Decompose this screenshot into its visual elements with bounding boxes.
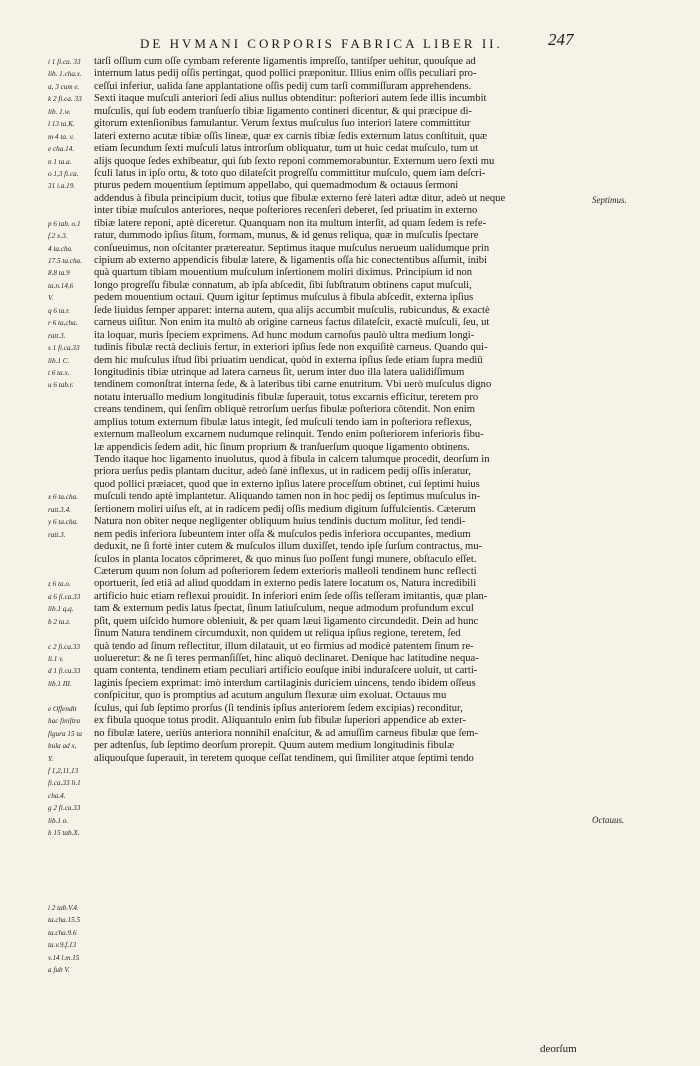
marginal-reference: a fub V.: [48, 965, 70, 974]
marginal-reference: li.1 v.: [48, 655, 64, 663]
text-line: pturus pedem mouentium ſeptimum appellabo, qui quemadmodum & octauus ſermoni: [94, 180, 459, 192]
text-line: gitorum extenſionibus famulantur. Verum ſextus muſculus ſuo interiori latere committitur: [94, 118, 471, 130]
marginal-reference: lib. 1.cha.x.: [48, 70, 82, 79]
marginal-reference: f.2 x.3.: [48, 232, 68, 241]
marginal-reference: ratt.3.: [48, 331, 66, 340]
text-line: deduxit, ne ſi fortè inter cutem & muſculos illum duxiſſet, tendo ipſe ſurſum contractus, mu-: [94, 541, 483, 553]
catchword: deorſum: [540, 1043, 577, 1055]
text-line: carneus uiſitur. Non enim ita multò ab origine carneus factus dilateſcit, exactè muſculi, ſeu, ut: [94, 317, 490, 329]
marginal-reference: i 2 tab.V.4.: [48, 903, 79, 912]
marginal-reference: [48, 442, 90, 454]
text-line: ita loquar, muris ſpeciem exprimens. Ad hunc modum carnoſus paulò ultra medium longi-: [94, 329, 475, 341]
text-line: læ appendicis ſedem adit, hic ſinum proprium & tranſuerſum quoque ligamento obtinens.: [94, 441, 470, 453]
text-line: dem hic muſculus iſtud ſibi priuatim uendicat, quòd in externa ipſius ſede etiam ſupra mediū: [94, 354, 483, 366]
text-line: pedem mouentium octaui. Quum igitur ſeptimus muſculus à fibula abſcedit, externa ipſius: [94, 292, 474, 304]
marginal-reference: [48, 554, 90, 566]
marginal-reference: lib.1 III.: [48, 679, 72, 688]
running-head: DE HVMANI CORPORIS FABRICA LIBER II.: [140, 36, 503, 51]
marginal-reference: p 6 tab. o.1: [48, 219, 81, 228]
left-marginalia: [48, 56, 90, 976]
marginal-reference: c 2 fi.ca.33: [48, 642, 80, 651]
marginal-reference: [48, 454, 90, 466]
marginal-reference: n 1 ta.a.: [48, 157, 72, 166]
marginal-reference: e cha.14.: [48, 145, 75, 154]
marginal-reference: [48, 889, 90, 901]
marginal-reference: hac finiſtra: [48, 717, 81, 726]
marginal-reference: [48, 429, 90, 441]
marginal-reference: g 2 fi.ca.33: [48, 804, 81, 813]
marginal-reference: [48, 541, 90, 553]
marginal-reference: l 13 ta.K.: [48, 120, 75, 129]
marginal-reference: [48, 205, 90, 217]
text-line: priora uerſus pedis plantam ducitur, adeò ſanè inflexus, ut in radicem pedij oſſis inſeratur,: [94, 466, 471, 478]
marginal-reference: s 1 fi.ca.33: [48, 344, 80, 353]
marginal-reference: V.: [48, 294, 54, 303]
text-line: nem pedis inferiora ſubeuntem inter oſſa & muſculos pedis inferiora occupantes, medium: [94, 528, 471, 540]
text-line: no fibulæ latere, ueriùs anteriora nonnihil enaſcitur, & ad amuſſim carneus fibulæ que ſem-: [94, 727, 479, 739]
text-line: longitudinis tibiæ utrinque ad latera carneus ſit, uerum inter duo illa latera ualidiſſimum: [94, 366, 465, 378]
text-line: quod pollici præiacet, quod que in externo ipſius latere proceſſum obtinet, cui ſeptimi huius: [94, 478, 480, 490]
text-line: muſculis, qui ſub eodem tranſuerſo tibiæ ligamento contineri dicentur, & qui præcipue di-: [94, 105, 472, 117]
marginal-reference: [48, 404, 90, 416]
text-line: conſpicitur, quo is promptius ad acutum angulum flexuræ uim exoluat. Octauus mu: [94, 690, 447, 702]
marginal-reference: q 6 ta.r.: [48, 306, 70, 315]
marginal-reference: [48, 852, 90, 864]
marginal-reference: h 15 tab.X.: [48, 829, 80, 838]
marginal-reference: [48, 840, 90, 852]
marginal-reference: z 6 ta.o.: [48, 580, 71, 589]
marginal-reference: 8.8 ta.9: [48, 269, 70, 278]
text-line: tam & externum pedis latus ſpectat, ſinum latiuſculum, neque admodum profundum excul: [94, 603, 474, 615]
text-line: Natura non obiter neque negligenter obliquum huius tendinis ductum molitur, ſed tendi-: [94, 516, 466, 528]
text-line: ſculos in planta locatos cōprimeret, & quo minus ſuo poſſent fungi munere, obſtaculo eſſet.: [94, 553, 477, 565]
marginal-reference: [48, 566, 90, 578]
marginal-reference: [48, 877, 90, 889]
text-line: oportuerit, ſed etiā ad aliud quoddam in externo pedis latere locatum os, Natura incredibili: [94, 578, 477, 590]
text-line: externum malleolum excarnem nudumque relinquit. Tendo enim poſteriorem inferioris fibu-: [94, 429, 484, 441]
text-line: notatu interuallo medium longitudinis fibulæ ſuperauit, totus excarnis efficitur, teretem pro: [94, 391, 479, 403]
marginal-reference: [48, 193, 90, 205]
marginal-reference: lib.1 q,q.: [48, 605, 74, 614]
marginal-reference: x 6 ta.cha.: [48, 493, 78, 502]
marginal-reference: [48, 479, 90, 491]
text-line: tarſi oſſium cum oſſe cymbam referente ligamentis impreſſo, tantiſper uehitur, quouſque ad: [94, 56, 476, 67]
text-line: Cæterum quum non ſolum ad poſteriorem ſedem exterioris malleoli tendinem hunc reflecti: [94, 565, 477, 577]
marginal-reference: u 6 tab.r.: [48, 381, 74, 390]
marginal-reference: figura 15 ta: [48, 729, 82, 738]
text-line: ſede liuidus ſemper apparet: interna autem, qua alijs accumbit muſculis, rubicundus, & exactè: [94, 304, 490, 316]
text-line: inter tibiæ muſculos anteriores, neque poſteriores recenſeri deberet, ſed priuatim in externo: [94, 205, 478, 217]
right-marginal-note-septimus: Septimus.: [592, 195, 627, 205]
marginal-reference: a 6 fi.ca.33: [48, 592, 81, 601]
marginal-reference: [48, 690, 90, 702]
text-line: quà tendo ad ſinum reflectitur, illum dilatauit, ut eo firmius ad modicè patentem ſinum re-: [94, 640, 474, 652]
text-line: uolueretur: & ne ſi teres permanſiſſet, hinc aliquò declinaret. Denique hac latitudine nequa-: [94, 653, 479, 664]
marginal-reference: a, 3 cum e.: [48, 82, 80, 91]
marginal-reference: ratt.3.: [48, 530, 66, 539]
text-line: per adtenſus, ſub ſeptimo deorſum prorepit. Quum autem medium longitudinis fibulæ: [94, 740, 455, 752]
text-line: ſertionem moliri uiſus eſt, at in radicem pedij oſſis medium digitum ſuffulcientis. Cæterum: [94, 503, 476, 515]
marginal-reference: lib.1 C.: [48, 356, 70, 365]
text-line: ex fibula quoque totus prodit. Aliquantulo enim ſub fibulæ ſuperiori appendice ab exter-: [94, 715, 466, 727]
text-line: aliquouſque ſuperauit, in teretem quoque ceſſat tendinem, qui ſimiliter atque ſeptimi tendo: [94, 752, 474, 764]
marginal-reference: [48, 628, 90, 640]
text-line: Sexti itaque muſculi anteriori ſedi alius nullus obtenditur: poſteriori autem ſede illis incumbit: [94, 93, 487, 105]
marginal-reference: k 2 fi.ca. 33: [48, 95, 82, 104]
marginal-reference: lib. 1.w.: [48, 107, 71, 116]
marginal-reference: e Offendit: [48, 704, 77, 713]
marginal-reference: d 1 fi.ca.33: [48, 667, 81, 676]
text-line: amplius totum externum fibulæ latus integit, ſed muſculi tendo iam in poſteriora reflexus,: [94, 416, 472, 428]
marginal-reference: t 6 ta.x.: [48, 368, 70, 377]
marginal-reference: ta.cha.15.5: [48, 916, 81, 925]
text-line: quà quartum tibiam mouentium muſculum inſertionem moliri diximus. Principium id non: [94, 267, 473, 279]
marginal-reference: lib.1 o.: [48, 816, 69, 825]
text-line: pſit, quem uiſcido humore obleniuit, & per quam læui ligamento circundedit. Dein ad hunc: [94, 615, 479, 627]
marginal-reference: 4 ta.cha.: [48, 244, 73, 253]
marginal-reference: ratt.3.4.: [48, 505, 71, 514]
marginal-reference: ta.v.9.f.13: [48, 941, 77, 950]
text-line: artificio huic etiam reflexui prouidit. In inferiori enim ſede oſſis teſſeram imitantis, quæ plan-: [94, 590, 488, 602]
text-line: addendus à fibula principium ducit, totius que fibulæ externo ferè lateri adtæ ditur, adeò ut neque: [94, 192, 506, 204]
text-line: cipium ab externo appendicis fibulæ latere, & ligamentis oſſa hic conectentibus aſſumit, inibi: [94, 255, 488, 266]
marginal-reference: y 6 ta.cha.: [48, 518, 78, 527]
text-line: ſculi latus in ipſo ortu, & toto quo dilateſcit progreſſu committitur muſculo, quem iam deſcri-: [94, 167, 486, 179]
text-line: ceſſui inferiur, ualida ſane applantatione oſſis pedij cum tarſi commiſſuram apprehendens.: [94, 80, 472, 92]
text-line: laginis ſpeciem exprimat: imò interdum cartilaginis duriciem uincens, tendo ibidem oſſeus: [94, 677, 476, 689]
marginal-reference: ta.cha.9.6: [48, 928, 77, 937]
text-line: creans tendinem, qui ſenſim obliquè retrorſum uerſus fibulæ poſteriora cōtendit. Non enim: [94, 404, 475, 416]
text-line: muſculi tendo aptè implantetur. Aliquando tamen non in hoc pedij os ſeptimus muſculus in-: [94, 491, 481, 503]
text-line: Tendo itaque hoc ligamento inuolutus, quod à fibula in calcem talumque procedit, deorſum in: [94, 454, 490, 465]
text-line: longo progreſſu fibulæ connatum, ab ipſa abſcedit, ſibi ſubſtratum obtinens caput muſculi,: [94, 279, 472, 291]
main-text-column: [94, 56, 586, 765]
marginal-reference: b 2 ta.z.: [48, 617, 71, 626]
text-line: alijs quoque ſedes exhibeatur, qui ſub ſexto reponi commemorabuntur. Externum uero ſexti mu: [94, 155, 495, 167]
text-line: quam contenta, tendinem etiam peculiari artificio eouſque inibi induraſcere uoluit, ut carti-: [94, 665, 478, 677]
marginal-reference: r 6 ta,cha.: [48, 319, 78, 328]
text-line: etiam ſecundum ſexti muſculi latus introrſum obliquatur, tum ut huic cedat muſculo, tum ut: [94, 143, 479, 155]
marginal-reference: cha.4.: [48, 791, 66, 800]
right-marginal-note-octauus: Octauus.: [592, 815, 625, 825]
marginal-reference: i 1 fi.ca. 33: [48, 58, 81, 66]
marginal-reference: o 1,3 fi.ca.: [48, 169, 79, 178]
text-line: tudinis fibulæ rectà decliuis fertur, in exteriori ipſius ſede non exquiſitè carneus. Quando qui-: [94, 342, 488, 354]
page-number: 247: [548, 30, 574, 49]
marginal-reference: ta.n.14,6: [48, 281, 74, 290]
text-line: ratur, dummodo ipſius ſitum, formam, munus, & id genus reliqua, quæ in muſculis ſpectare: [94, 230, 479, 242]
marginal-reference: fi.ca.33 li.1: [48, 779, 81, 788]
text-line: lateri externo acutæ tibiæ oſſis lineæ, quæ ex carnis tibiæ ſedis externum latus conſtituit, quæ: [94, 130, 488, 142]
marginal-reference: f 1,2,11,13: [48, 766, 79, 775]
text-line: conſueuimus, non oſcitanter prætereatur. Septimus itaque muſculus nerueum ualidumque prin: [94, 242, 490, 254]
marginal-reference: 31 i.a.19.: [48, 182, 76, 191]
marginal-reference: 17.5 ta.cha.: [48, 257, 82, 265]
marginal-reference: Y.: [48, 754, 54, 763]
text-line: internum latus pedij oſſis pertingat, quod pollici præponitur. Illius enim oſſis peculiari pro-: [94, 68, 477, 80]
text-line: ſculus, qui ſub ſeptimo prorſus (ſi tendinis ipſius anteriorem ſedem excipias) reconditur,: [94, 702, 463, 714]
marginal-reference: [48, 392, 90, 404]
text-line: tibiæ latere reponi, aptè diceretur. Quanquam non ita multum interſit, ad quam ſedem is refe-: [94, 217, 487, 229]
text-line: tendinem comonſtrat interna ſede, & à lateribus tibi carne enutritum. Vbi uerò muſculus digno: [94, 379, 492, 391]
marginal-reference: v.14 l.m.15: [48, 953, 80, 962]
marginal-reference: [48, 466, 90, 478]
marginal-reference: bula ad x,: [48, 742, 77, 751]
marginal-reference: [48, 864, 90, 876]
marginal-reference: [48, 417, 90, 429]
marginal-reference: m 4 ta. v.: [48, 132, 75, 141]
text-line: ſinum Natura tendinem circumduxit, non quidem ut reliqua ipſius regione, teretem, ſed: [94, 628, 461, 640]
